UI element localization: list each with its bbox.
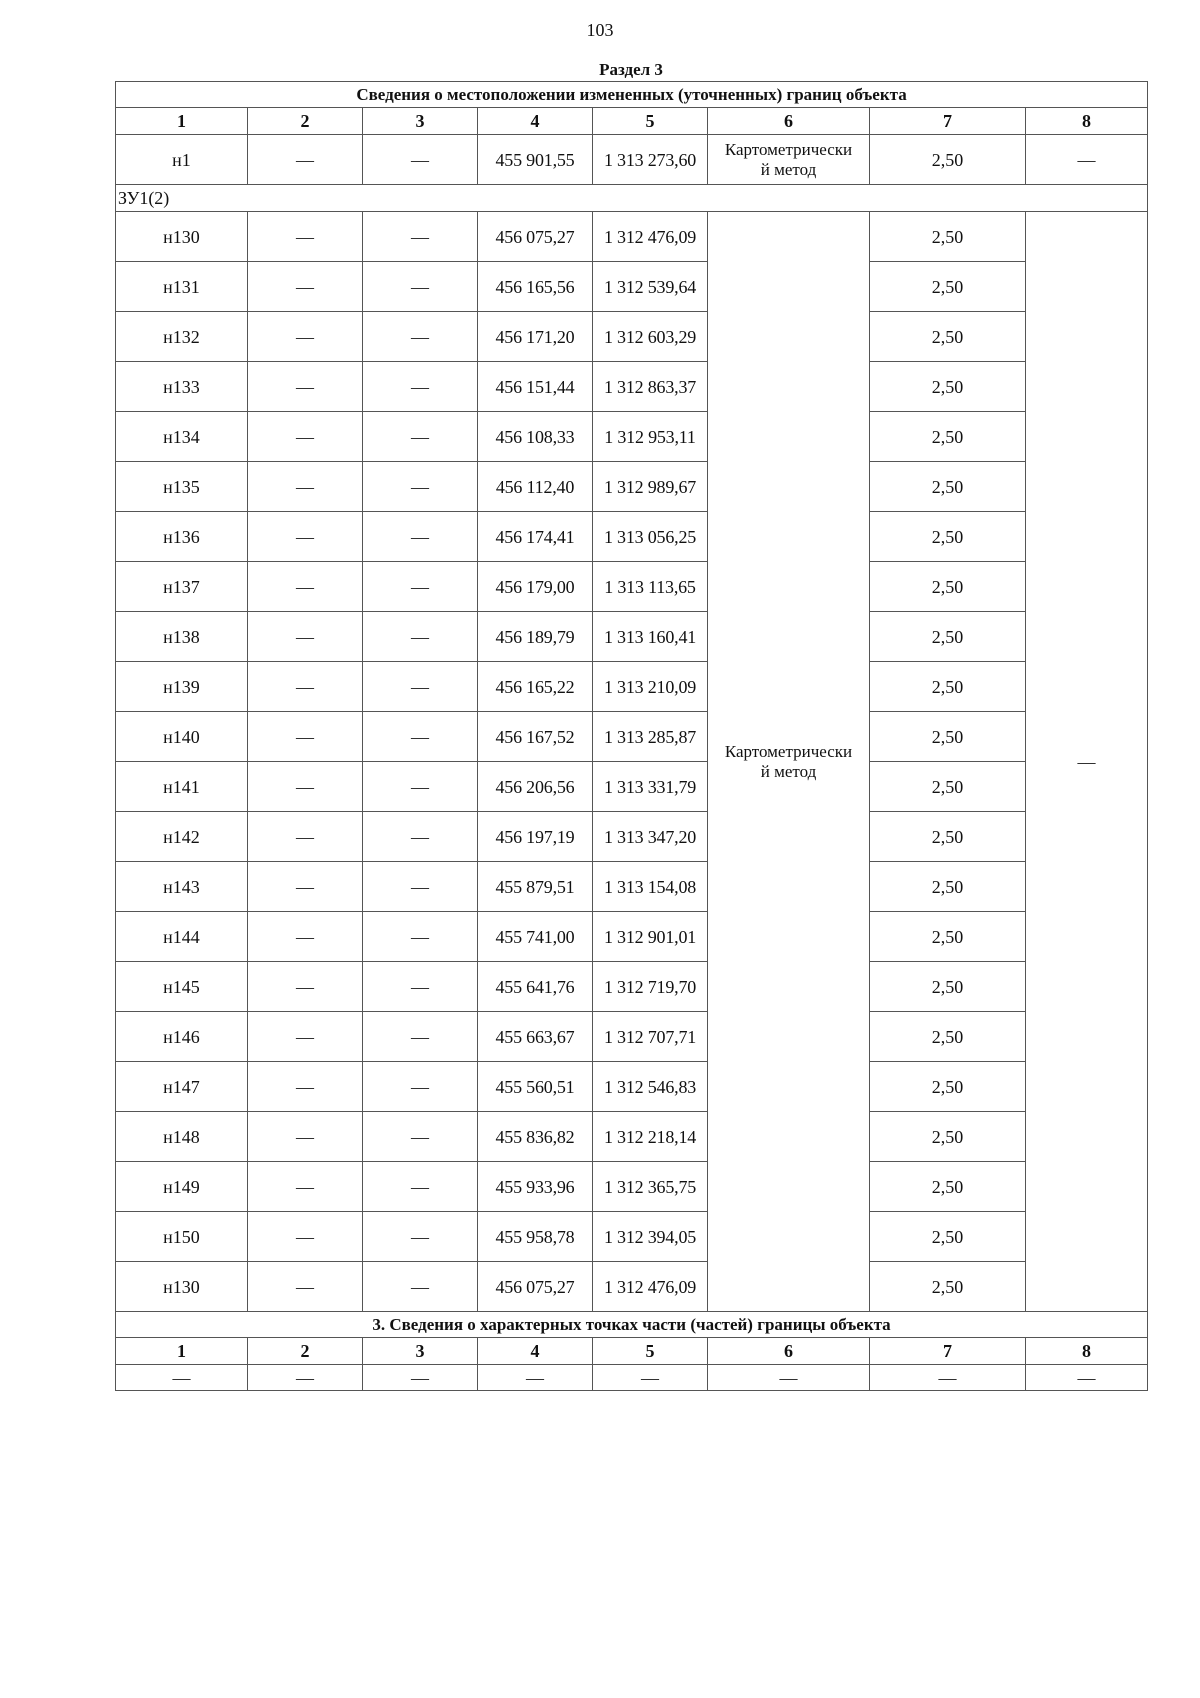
page-number: 103 bbox=[586, 20, 614, 40]
table-row bbox=[116, 712, 1148, 762]
method-line: й метод bbox=[760, 159, 817, 179]
accuracy: 2,50 bbox=[870, 662, 1026, 712]
parts-row bbox=[116, 1365, 1148, 1391]
coord-x: 455 560,51 bbox=[478, 1062, 593, 1112]
coord-y: 1 312 476,09 bbox=[593, 212, 708, 262]
coord-y: 1 312 989,67 bbox=[593, 462, 708, 512]
empty-dash: — bbox=[363, 812, 478, 862]
coord-y: 1 313 056,25 bbox=[593, 512, 708, 562]
point-name: н149 bbox=[116, 1162, 248, 1212]
point-name: н130 bbox=[116, 212, 248, 262]
table-row bbox=[116, 562, 1148, 612]
empty-dash: — bbox=[363, 135, 478, 185]
empty-dash: — bbox=[363, 962, 478, 1012]
point-name: н137 bbox=[116, 562, 248, 612]
table-row bbox=[116, 812, 1148, 862]
empty-dash: — bbox=[478, 1365, 593, 1391]
table-row bbox=[116, 612, 1148, 662]
point-name: н144 bbox=[116, 912, 248, 962]
coord-x: 456 108,33 bbox=[478, 412, 593, 462]
accuracy: 2,50 bbox=[870, 562, 1026, 612]
coord-y: 1 312 953,11 bbox=[593, 412, 708, 462]
coord-y: 1 312 476,09 bbox=[593, 1262, 708, 1312]
coord-x: 456 197,19 bbox=[478, 812, 593, 862]
empty-dash: — bbox=[363, 1162, 478, 1212]
point-name: н141 bbox=[116, 762, 248, 812]
empty-dash: — bbox=[363, 862, 478, 912]
accuracy: 2,50 bbox=[870, 212, 1026, 262]
point-name: н133 bbox=[116, 362, 248, 412]
coord-y: 1 312 218,14 bbox=[593, 1112, 708, 1162]
point-name: н132 bbox=[116, 312, 248, 362]
empty-dash: — bbox=[248, 1062, 363, 1112]
coord-y: 1 313 331,79 bbox=[593, 762, 708, 812]
column-number: 1 bbox=[116, 108, 248, 135]
column-number: 1 bbox=[116, 1338, 248, 1365]
accuracy: 2,50 bbox=[870, 135, 1026, 185]
table-row bbox=[116, 1162, 1148, 1212]
coord-y: 1 313 160,41 bbox=[593, 612, 708, 662]
table-row bbox=[116, 912, 1148, 962]
empty-dash: — bbox=[363, 712, 478, 762]
coord-x: 456 179,00 bbox=[478, 562, 593, 612]
empty-dash: — bbox=[248, 135, 363, 185]
table-row bbox=[116, 1062, 1148, 1112]
coord-x: 456 189,79 bbox=[478, 612, 593, 662]
coord-x: 455 663,67 bbox=[478, 1012, 593, 1062]
table-row bbox=[116, 212, 1148, 262]
empty-dash: — bbox=[248, 312, 363, 362]
column-number-row bbox=[116, 1338, 1148, 1365]
empty-dash: — bbox=[363, 1012, 478, 1062]
coord-y: 1 312 863,37 bbox=[593, 362, 708, 412]
coord-y: 1 312 546,83 bbox=[593, 1062, 708, 1112]
coord-x: 456 167,52 bbox=[478, 712, 593, 762]
accuracy: 2,50 bbox=[870, 1212, 1026, 1262]
empty-dash: — bbox=[363, 512, 478, 562]
table-row bbox=[116, 1112, 1148, 1162]
empty-dash: — bbox=[1026, 212, 1148, 1312]
point-name: н145 bbox=[116, 962, 248, 1012]
point-name: н139 bbox=[116, 662, 248, 712]
empty-dash: — bbox=[708, 1365, 870, 1391]
empty-dash: — bbox=[248, 1012, 363, 1062]
empty-dash: — bbox=[248, 612, 363, 662]
accuracy: 2,50 bbox=[870, 962, 1026, 1012]
coord-x: 456 075,27 bbox=[478, 212, 593, 262]
coord-y: 1 312 365,75 bbox=[593, 1162, 708, 1212]
accuracy: 2,50 bbox=[870, 1012, 1026, 1062]
empty-dash: — bbox=[248, 1262, 363, 1312]
coord-x: 455 933,96 bbox=[478, 1162, 593, 1212]
empty-dash: — bbox=[248, 1365, 363, 1391]
table-row bbox=[116, 262, 1148, 312]
coord-y: 1 312 901,01 bbox=[593, 912, 708, 962]
empty-dash: — bbox=[248, 562, 363, 612]
empty-dash: — bbox=[248, 912, 363, 962]
coord-x: 455 879,51 bbox=[478, 862, 593, 912]
coord-x: 455 901,55 bbox=[478, 135, 593, 185]
table-caption-row bbox=[116, 82, 1148, 108]
coord-x: 455 836,82 bbox=[478, 1112, 593, 1162]
empty-dash: — bbox=[248, 662, 363, 712]
accuracy: 2,50 bbox=[870, 712, 1026, 762]
accuracy: 2,50 bbox=[870, 1262, 1026, 1312]
table-caption: Сведения о местоположении измененных (уточненных) границ объекта bbox=[116, 82, 1148, 108]
column-number: 5 bbox=[593, 1338, 708, 1365]
coord-y: 1 313 113,65 bbox=[593, 562, 708, 612]
table-row bbox=[116, 135, 1148, 185]
accuracy: 2,50 bbox=[870, 412, 1026, 462]
accuracy: 2,50 bbox=[870, 462, 1026, 512]
coord-x: 456 075,27 bbox=[478, 1262, 593, 1312]
parts-caption-row bbox=[116, 1312, 1148, 1338]
empty-dash: — bbox=[363, 662, 478, 712]
column-number: 8 bbox=[1026, 108, 1148, 135]
column-number: 3 bbox=[363, 1338, 478, 1365]
empty-dash: — bbox=[363, 312, 478, 362]
empty-dash: — bbox=[116, 1365, 248, 1391]
empty-dash: — bbox=[363, 1212, 478, 1262]
column-number: 5 bbox=[593, 108, 708, 135]
table-row bbox=[116, 1012, 1148, 1062]
method-line: й метод bbox=[760, 761, 817, 781]
column-number: 7 bbox=[870, 108, 1026, 135]
point-name: н140 bbox=[116, 712, 248, 762]
coord-x: 456 112,40 bbox=[478, 462, 593, 512]
coord-y: 1 313 285,87 bbox=[593, 712, 708, 762]
method-line: Картометрически bbox=[724, 139, 853, 159]
coord-y: 1 313 347,20 bbox=[593, 812, 708, 862]
point-name: н143 bbox=[116, 862, 248, 912]
empty-dash: — bbox=[870, 1365, 1026, 1391]
column-number: 2 bbox=[248, 108, 363, 135]
coord-y: 1 312 719,70 bbox=[593, 962, 708, 1012]
coord-y: 1 312 539,64 bbox=[593, 262, 708, 312]
empty-dash: — bbox=[248, 362, 363, 412]
point-name: н142 bbox=[116, 812, 248, 862]
table-row bbox=[116, 962, 1148, 1012]
point-name: н135 bbox=[116, 462, 248, 512]
table-row bbox=[116, 662, 1148, 712]
column-number-row bbox=[116, 108, 1148, 135]
accuracy: 2,50 bbox=[870, 1162, 1026, 1212]
empty-dash: — bbox=[593, 1365, 708, 1391]
column-number: 8 bbox=[1026, 1338, 1148, 1365]
coord-x: 455 741,00 bbox=[478, 912, 593, 962]
empty-dash: — bbox=[248, 212, 363, 262]
accuracy: 2,50 bbox=[870, 362, 1026, 412]
column-number: 4 bbox=[478, 108, 593, 135]
method-cell bbox=[708, 135, 870, 185]
coord-y: 1 313 273,60 bbox=[593, 135, 708, 185]
point-name: н150 bbox=[116, 1212, 248, 1262]
accuracy: 2,50 bbox=[870, 512, 1026, 562]
accuracy: 2,50 bbox=[870, 812, 1026, 862]
table-row bbox=[116, 512, 1148, 562]
parts-caption: 3. Сведения о характерных точках части (частей) границы объекта bbox=[116, 1312, 1148, 1338]
coord-x: 456 174,41 bbox=[478, 512, 593, 562]
coord-y: 1 312 707,71 bbox=[593, 1012, 708, 1062]
point-name: н134 bbox=[116, 412, 248, 462]
table-row bbox=[116, 862, 1148, 912]
accuracy: 2,50 bbox=[870, 1062, 1026, 1112]
coord-x: 456 165,22 bbox=[478, 662, 593, 712]
empty-dash: — bbox=[363, 462, 478, 512]
empty-dash: — bbox=[248, 1112, 363, 1162]
column-number: 7 bbox=[870, 1338, 1026, 1365]
empty-dash: — bbox=[248, 462, 363, 512]
point-name: н136 bbox=[116, 512, 248, 562]
empty-dash: — bbox=[363, 1365, 478, 1391]
accuracy: 2,50 bbox=[870, 312, 1026, 362]
coord-x: 456 171,20 bbox=[478, 312, 593, 362]
column-number: 4 bbox=[478, 1338, 593, 1365]
empty-dash: — bbox=[363, 262, 478, 312]
coord-x: 456 206,56 bbox=[478, 762, 593, 812]
column-number: 6 bbox=[708, 108, 870, 135]
accuracy: 2,50 bbox=[870, 1112, 1026, 1162]
table-row bbox=[116, 362, 1148, 412]
accuracy: 2,50 bbox=[870, 912, 1026, 962]
empty-dash: — bbox=[363, 762, 478, 812]
empty-dash: — bbox=[248, 1212, 363, 1262]
empty-dash: — bbox=[363, 912, 478, 962]
accuracy: 2,50 bbox=[870, 862, 1026, 912]
table-row bbox=[116, 312, 1148, 362]
point-name: н130 bbox=[116, 1262, 248, 1312]
accuracy: 2,50 bbox=[870, 762, 1026, 812]
empty-dash: — bbox=[248, 512, 363, 562]
point-name: н147 bbox=[116, 1062, 248, 1112]
table-row bbox=[116, 1262, 1148, 1312]
empty-dash: — bbox=[248, 1162, 363, 1212]
empty-dash: — bbox=[363, 1062, 478, 1112]
section-title: Раздел 3 bbox=[599, 60, 663, 79]
empty-dash: — bbox=[363, 212, 478, 262]
empty-dash: — bbox=[248, 962, 363, 1012]
empty-dash: — bbox=[248, 262, 363, 312]
column-number: 2 bbox=[248, 1338, 363, 1365]
coord-x: 455 641,76 bbox=[478, 962, 593, 1012]
coord-y: 1 313 210,09 bbox=[593, 662, 708, 712]
empty-dash: — bbox=[363, 562, 478, 612]
column-number: 3 bbox=[363, 108, 478, 135]
empty-dash: — bbox=[248, 812, 363, 862]
group-label: ЗУ1(2) bbox=[116, 185, 1148, 212]
empty-dash: — bbox=[363, 362, 478, 412]
method-cell bbox=[708, 212, 870, 1312]
empty-dash: — bbox=[363, 612, 478, 662]
point-name: н1 bbox=[116, 135, 248, 185]
point-name: н131 bbox=[116, 262, 248, 312]
empty-dash: — bbox=[363, 1262, 478, 1312]
table-row bbox=[116, 1212, 1148, 1262]
point-name: н138 bbox=[116, 612, 248, 662]
coord-y: 1 313 154,08 bbox=[593, 862, 708, 912]
empty-dash: — bbox=[248, 412, 363, 462]
point-name: н148 bbox=[116, 1112, 248, 1162]
accuracy: 2,50 bbox=[870, 612, 1026, 662]
empty-dash: — bbox=[248, 762, 363, 812]
coord-x: 456 165,56 bbox=[478, 262, 593, 312]
method-line: Картометрически bbox=[724, 741, 853, 761]
boundary-table bbox=[115, 81, 1148, 1391]
coord-y: 1 312 603,29 bbox=[593, 312, 708, 362]
point-name: н146 bbox=[116, 1012, 248, 1062]
empty-dash: — bbox=[1026, 1365, 1148, 1391]
empty-dash: — bbox=[363, 412, 478, 462]
group-row bbox=[116, 185, 1148, 212]
empty-dash: — bbox=[248, 712, 363, 762]
table-row bbox=[116, 412, 1148, 462]
empty-dash: — bbox=[248, 862, 363, 912]
coord-x: 456 151,44 bbox=[478, 362, 593, 412]
empty-dash: — bbox=[1026, 135, 1148, 185]
table-row bbox=[116, 462, 1148, 512]
column-number: 6 bbox=[708, 1338, 870, 1365]
coord-x: 455 958,78 bbox=[478, 1212, 593, 1262]
accuracy: 2,50 bbox=[870, 262, 1026, 312]
empty-dash: — bbox=[363, 1112, 478, 1162]
coord-y: 1 312 394,05 bbox=[593, 1212, 708, 1262]
table-row bbox=[116, 762, 1148, 812]
